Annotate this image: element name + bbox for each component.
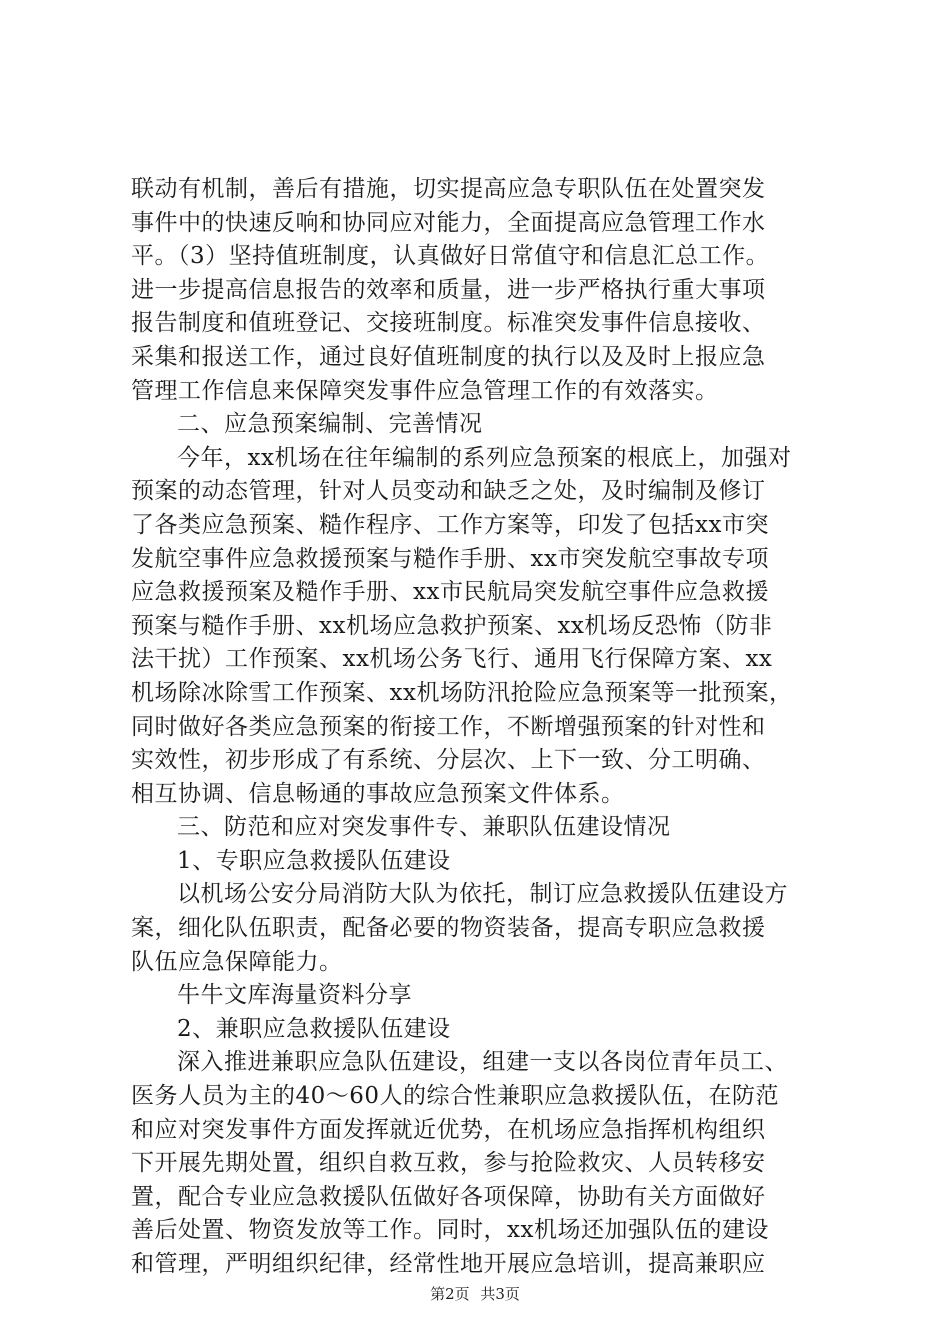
text-line: 实效性，初步形成了有系统、分层次、上下一致、分工明确、 [131,747,766,774]
text-line: 同时做好各类应急预案的衔接工作，不断增强预案的针对性和 [131,713,766,740]
text-line: 深入推进兼职应急队伍建设，组建一支以各岗位青年员工、 [177,1049,788,1076]
text-line: 报告制度和值班登记、交接班制度。标准突发事件信息接收、 [131,310,766,337]
text-line: 队伍应急保障能力。 [131,948,343,975]
page-total: 共3页 [480,1285,520,1303]
text-line: 相互协调、信息畅通的事故应急预案文件体系。 [131,780,625,807]
text-line: 发航空事件应急救援预案与糙作手册、xx市突发航空事故专项 [131,545,769,572]
text-line: 案，细化队伍职责，配备必要的物资装备，提高专职应急救援 [131,915,766,942]
text-line: 置，配合专业应急救援队伍做好各项保障，协助有关方面做好 [131,1183,766,1210]
text-line: 管理工作信息来保障突发事件应急管理工作的有效落实。 [131,377,719,404]
text-line: 和应对突发事件方面发挥就近优势，在机场应急指挥机构组织 [131,1116,766,1143]
text-line: 和管理，严明组织纪律，经常性地开展应急培训，提高兼职应 [131,1251,766,1277]
page-footer [0,1283,950,1304]
text-line: 进一步提高信息报告的效率和质量，进一步严格执行重大事项 [131,276,766,303]
text-line: 善后处置、物资发放等工作。同时，xx机场还加强队伍的建设 [131,1217,769,1244]
text-line: 医务人员为主的40～60人的综合性兼职应急救援队伍，在防范 [131,1083,780,1110]
section-heading: 三、防范和应对突发事件专、兼职队伍建设情况 [177,814,671,841]
text-line: 联动有机制，善后有措施，切实提高应急专职队伍在处置突发 [131,176,766,202]
text-line: 事件中的快速反响和协同应对能力，全面提高应急管理工作水 [131,209,766,236]
subsection-heading: 1、专职应急救援队伍建设 [177,847,451,874]
text-line: 采集和报送工作，通过良好值班制度的执行以及及时上报应急 [131,343,766,370]
text-line: 应急救援预案及糙作手册、xx市民航局突发航空事件应急救援 [131,579,769,606]
document-body [131,173,836,1282]
section-heading: 二、应急预案编制、完善情况 [177,411,483,438]
text-line: 下开展先期处置，组织自救互救，参与抢险救灾、人员转移安 [131,1150,766,1177]
text-line: 以机场公安分局消防大队为依托，制订应急救援队伍建设方 [177,881,788,908]
text-line: 机场除冰除雪工作预案、xx机场防汛抢险应急预案等一批预案， [131,679,793,706]
text-line: 预案的动态管理，针对人员变动和缺乏之处，及时编制及修订 [131,478,766,505]
text-line: 今年，xx机场在往年编制的系列应急预案的根底上，加强对 [177,444,792,471]
text-line: 牛牛文库海量资料分享 [177,982,412,1009]
text-line: 平。（3）坚持值班制度，认真做好日常值守和信息汇总工作。 [131,243,770,270]
page-number: 第2页 [430,1285,470,1303]
text-line: 法干扰）工作预案、xx机场公务飞行、通用飞行保障方案、xx [131,646,773,673]
text-line: 预案与糙作手册、xx机场应急救护预案、xx机场反恐怖（防非 [131,612,773,639]
text-line: 了各类应急预案、糙作程序、工作方案等，印发了包括xx市突 [131,511,769,538]
subsection-heading: 2、兼职应急救援队伍建设 [177,1015,451,1042]
